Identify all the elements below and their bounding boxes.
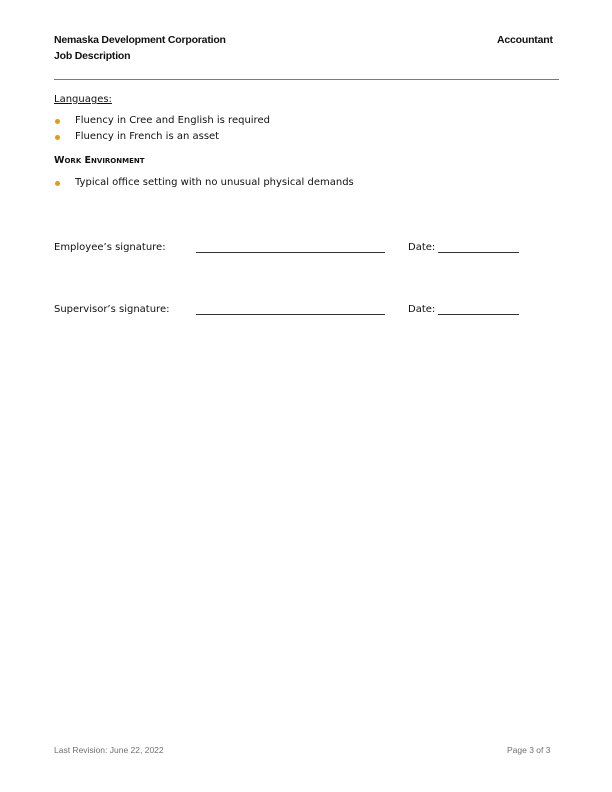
header-divider [54, 79, 559, 80]
employee-date-line[interactable] [438, 252, 519, 253]
bullet-icon [55, 119, 60, 124]
employee-signature-line[interactable] [196, 252, 385, 253]
list-item-text: Fluency in Cree and English is required [75, 115, 270, 126]
last-revision: Last Revision: June 22, 2022 [54, 745, 164, 755]
page-number: Page 3 of 3 [507, 745, 551, 755]
supervisor-date-line[interactable] [438, 314, 519, 315]
employee-date-label: Date: [408, 242, 436, 253]
employee-signature-label: Employee’s signature: [54, 242, 166, 253]
bullet-icon [55, 181, 60, 186]
supervisor-signature-label: Supervisor’s signature: [54, 304, 170, 315]
bullet-icon [55, 135, 60, 140]
list-item-text: Fluency in French is an asset [75, 131, 220, 142]
company-name: Nemaska Development Corporation [54, 34, 226, 46]
languages-heading: Languages: [54, 94, 112, 105]
supervisor-date-label: Date: [408, 304, 436, 315]
list-item-text: Typical office setting with no unusual physical demands [75, 177, 354, 188]
position-title: Accountant [497, 34, 553, 46]
work-environment-heading: Work Environment [54, 155, 145, 166]
document-type: Job Description [54, 50, 131, 62]
supervisor-signature-line[interactable] [196, 314, 385, 315]
